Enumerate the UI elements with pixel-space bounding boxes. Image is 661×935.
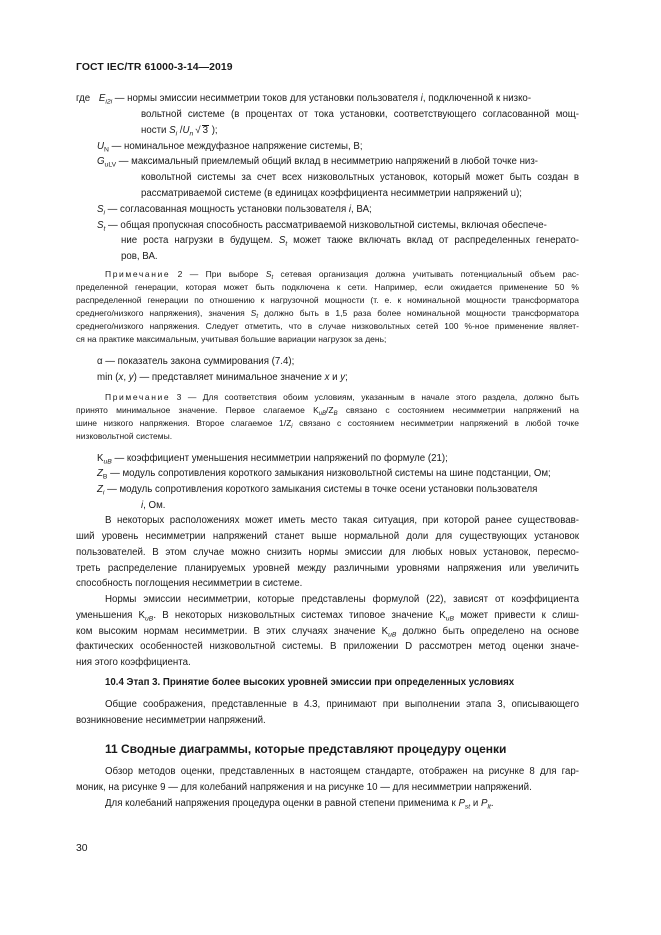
def-ei-line2: вольтной системе (в процентах от тока установки, соответствующего согласованной мощ- [141,109,579,120]
def-zi-line2: i, Ом. [141,500,166,511]
def-st-line3: ров, ВА. [121,251,158,262]
def-ei-line3: ности $S_i$ $/U_n$ √ 3 ); [141,125,218,138]
para2-line3: ком высоким нормам несимметрии. В этих случаях значение $K_{uB}$ должно быть определено на основе [76,626,579,639]
para1-line2: ший уровень несимметрии напряжений станет выше нормальной доли для существующих установок [76,531,579,542]
para1-line4: треть распределение планируемых уровней между различными уровнями напряжения или увеличить [76,563,579,574]
def-kub: $K_{uB}$ — коэффициент уменьшения несимметрии напряжений по формуле (21); [97,453,448,466]
def-st-line1: $S_t$ — общая пропускная способность рассматриваемой низковольтной системы, включая обеспече- [97,220,547,233]
para1-line1: В некоторых расположениях может иметь место такая ситуация, при которой ранее существовав- [105,515,579,526]
def-st-line2: ние роста нагрузки в будущем. $S_t$ может также включать вклад от распределенных генерато- [121,235,579,248]
note3-line2: принято минимальное значение. Первое слагаемое $K_{uB}/Z_B$ связано с состоянием несимметрии напряжений на [76,405,579,418]
def-min: min (x, y) — представляет минимальное значение x и y; [97,372,348,383]
para1-line5: способность поглощения несимметрии в системе. [76,578,303,589]
section-11-line3: Для колебаний напряжения процедура оценки в равной степени применима к $P_{st}$ и $P_{lt}$. [105,798,494,811]
note2-line4: среднего/низкого напряжения), значения $S_t$ должно быть в 1,5 раза более номинальной мощности трансформатора [76,308,579,321]
def-alpha: α — показатель закона суммирования (7.4); [97,356,295,367]
page-header-standard: ГОСТ IEC/TR 61000-3-14—2019 [76,62,233,73]
def-gu-line2: ковольтной системы за счет всех низковольтных установок, который может быть создан в [141,172,579,183]
section-11-line2: моник, на рисунке 9 — для колебаний напряжения и на рисунке 10 — для несимметрии напряжений. [76,782,532,793]
section-10-4-line2: возникновение несимметрии напряжений. [76,715,266,726]
para2-line4: фактических особенностей низковольтной системы. В приложении D рассмотрен метод оценки значе- [76,641,579,652]
note3-line3: шине низкого напряжения. Второе слагаемое $1/Z_i$ связано с состоянием несимметрии напряжений в любой точке [76,418,579,431]
note2-line3: распределенной генерации по отношению к нагрузочной мощности (т. е. к номинальной мощности трансформатора [76,295,579,305]
section-11-line1: Обзор методов оценки, представленных в настоящем стандарте, отображен на рисунке 8 для гар- [105,766,579,777]
section-10-4-line1: Общие соображения, представленные в 4.3, принимают при выполнении этапа 3, описывающего [105,699,579,710]
section-11-title: 11 Сводные диаграммы, которые представляют процедуру оценки [105,742,507,756]
page-number: 30 [76,843,88,854]
para2-line2: уменьшения $K_{uB}$. В некоторых низковольтных системах типовое значение $K_{uB}$ может привести к слиш- [76,610,580,623]
note2-line6: ся на практике максимальным, учитывая большие вариации нагрузок за день; [76,334,387,344]
para2-line1: Нормы эмиссии несимметрии, которые представлены формулой (22), зависят от коэффициента [105,594,579,605]
section-10-4-title: 10.4 Этап 3. Принятие более высоких уровней эмиссии при определенных условиях [105,677,515,688]
note2-line5: среднего/низкого напряжения. Следует отметить, что в случае низковольтных сетей 100 %-ное применение являет- [76,321,579,331]
def-un: $U_N$ — номинальное междуфазное напряжение системы, В; [97,141,363,154]
def-ei-line1: где $E_{i2i}$ — нормы эмиссии несимметрии токов для установки пользователя i, подключенной к низко- [76,93,532,106]
def-zb: $Z_B$ — модуль сопротивления короткого замыкания низковольтной системы на шине подстанции, Ом; [97,468,551,481]
def-gu-line3: рассматриваемой системе (в единицах коэффициента несимметрии напряжений u); [141,188,522,199]
para1-line3: пользователей. В этом случае можно снизить нормы эмиссии для любых новых установок, пересмо- [76,547,579,558]
para2-line5: ния этого коэффициента. [76,657,191,668]
note2-line2: пределенной генерации, которая может быть подключена к сети. Например, если ожидается применение 50 % [76,282,579,292]
def-si: $S_i$ — согласованная мощность установки пользователя i, ВА; [97,204,372,217]
note3-line1: Примечание 3 — Для соответствия обоим условиям, указанным в начале этого раздела, должно быть [105,392,579,402]
note2-line1: Примечание 2 — При выборе $S_t$ сетевая организация должна учитывать потенциальный объем рас- [105,269,579,282]
def-zi-line1: $Z_i$ — модуль сопротивления короткого замыкания системы в точке осени установки пользователя [97,484,538,497]
note3-line4: низковольтной системы. [76,431,173,441]
def-gu-line1: $G_{uLV}$ — максимальный приемлемый общий вклад в несимметрию напряжений в любой точке низ- [97,156,539,169]
